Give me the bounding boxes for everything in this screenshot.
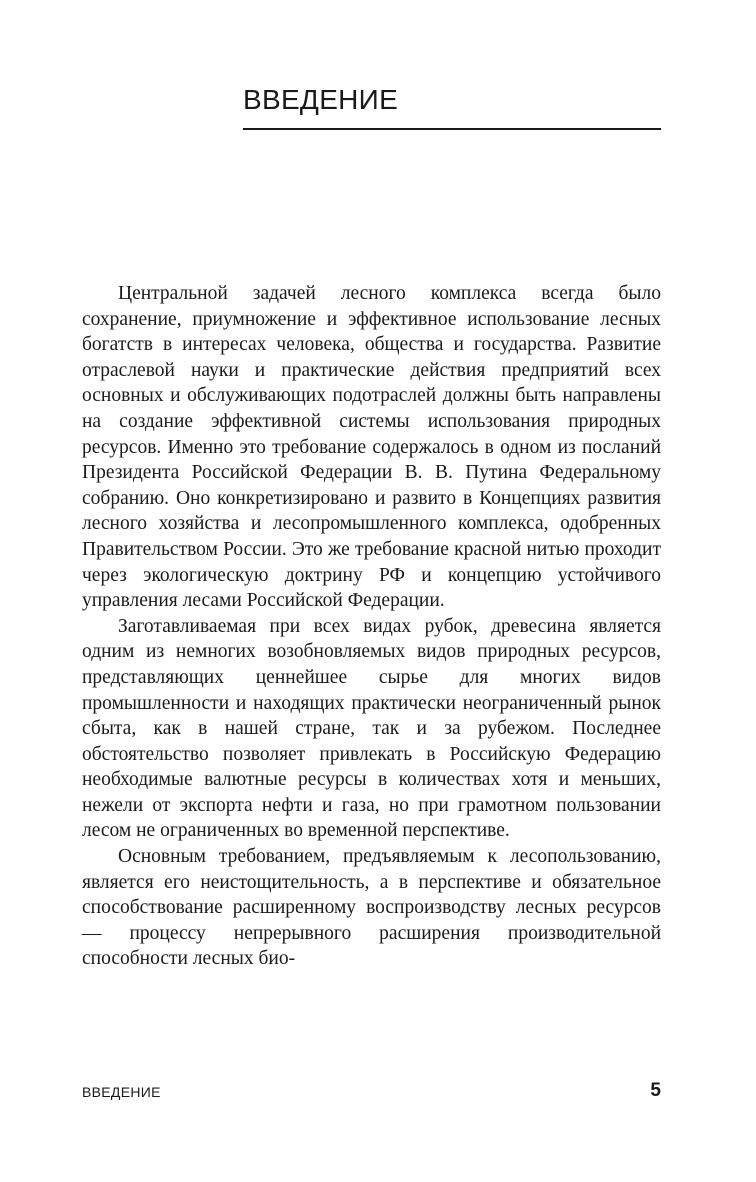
paragraph-3: Основным требованием, предъявляемым к лесопользованию, является его неистощительность, а в перспективе и обязательное способствование расширенному воспроизводству лесных ресурсов — процессу непрерывного расширения производительной способности лесных био-	[82, 846, 661, 970]
body-text	[82, 281, 661, 972]
paragraph-1: Центральной задачей лесного комплекса всегда было сохранение, приумножение и эффективное использование лесных богатств в интересах человека, общества и государства. Развитие отраслевой науки и практические действия предприятий всех основных и обслуживающих подотраслей должны быть направлены на создание эффективной системы использования природных ресурсов. Именно это требование содержалось в одном из посланий Президента Российской Федерации В. В. Путина Федеральному собранию. Оно конкретизировано и развито в Концепциях развития лесного хозяйства и лесопромышленного комплекса, одобренных Правительством России. Это же требование красной нитью проходит через экологическую доктрину РФ и концепцию устойчивого управления лесами Российской Федерации.	[82, 283, 661, 612]
title-underline	[243, 128, 661, 130]
running-footer: ВВЕДЕНИЕ	[82, 1084, 161, 1100]
page-title: ВВЕДЕНИЕ	[243, 84, 399, 115]
paragraph-2: Заготавливаемая при всех видах рубок, древесина является одним из немногих возобновляемых видов природных ресурсов, представляющих ценнейшее сырье для многих видов промышленности и находящих практически неограниченный рынок сбыта, как в нашей стране, так и за рубежом. Последнее обстоятельство позволяет привлекать в Российскую Федерацию необходимые валютные ресурсы в количествах хотя и меньших, нежели от экспорта нефти и газа, но при грамотном пользовании лесом не ограниченных во временной перспективе.	[82, 615, 661, 842]
page-number: 5	[650, 1080, 661, 1101]
